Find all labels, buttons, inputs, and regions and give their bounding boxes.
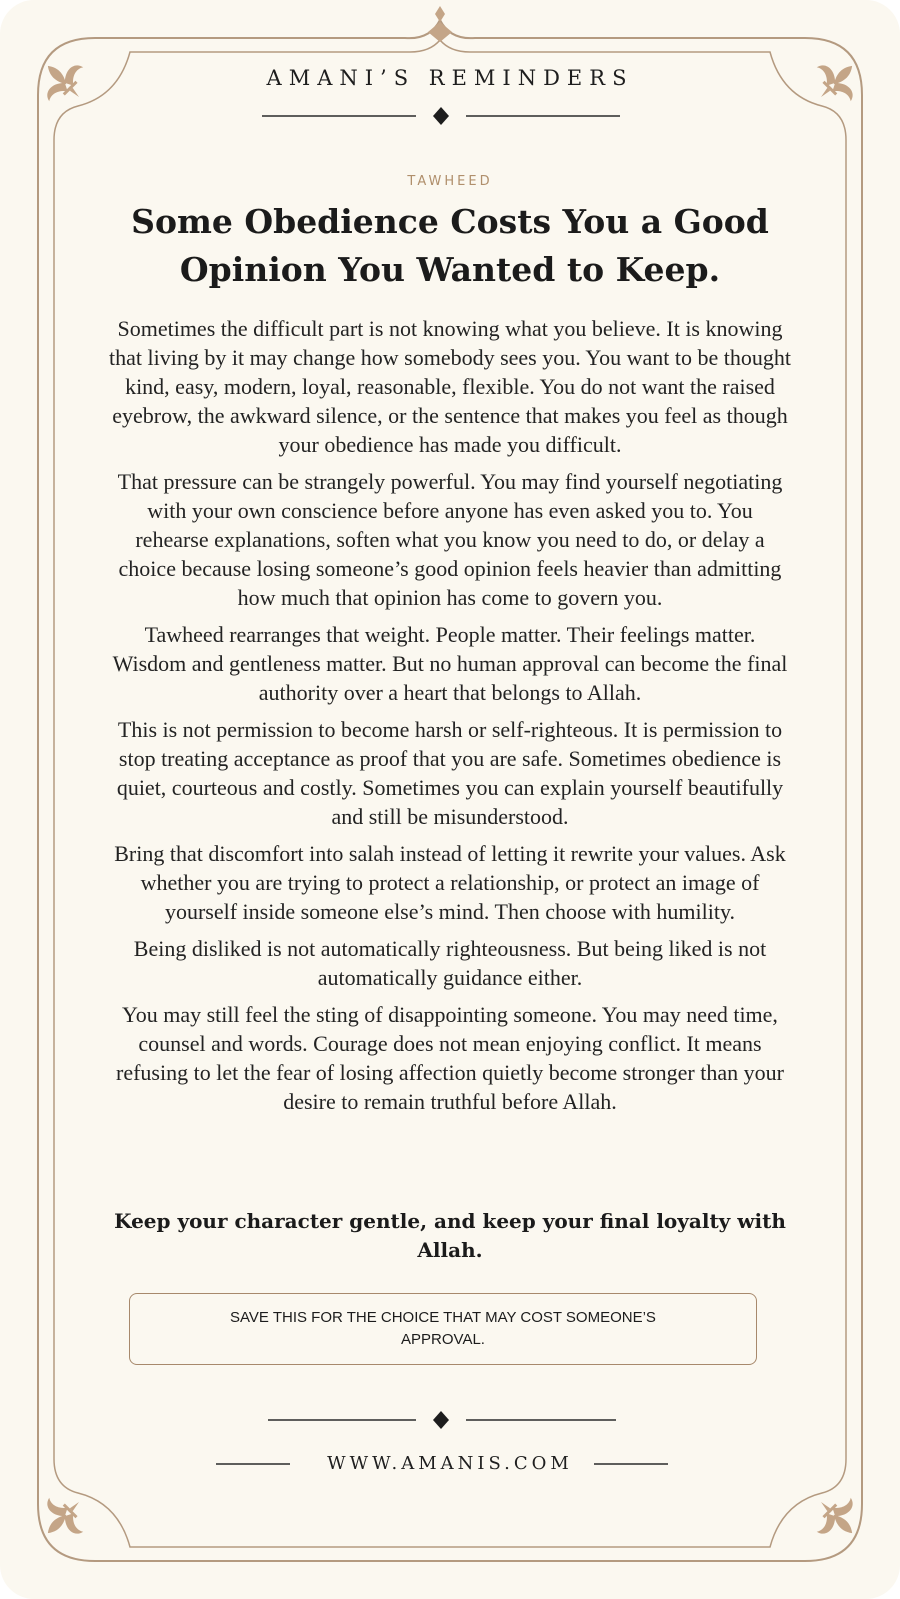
paragraph: Tawheed rearranges that weight. People matter. Their feelings matter. Wisdom and gentleness matter. But no human approval can become the final authority over a heart that belongs to Allah. (112, 622, 788, 705)
paragraph: Sometimes the difficult part is not knowing what you believe. It is knowing that living by it may change how somebody sees you. You want to be thought kind, easy, modern, loyal, reasonable, flexible. You do not want the raised eyebrow, the awkward silence, or the sentence that makes you feel as though your obedience has made you difficult. (109, 316, 791, 457)
top-diamond-ornament (428, 6, 452, 42)
paragraph: Being disliked is not automatically righteousness. But being liked is not automatically guidance either. (133, 936, 767, 990)
paragraph: This is not permission to become harsh or self-righteous. It is permission to stop treating acceptance as proof that you are safe. Sometimes obedience is quiet, courteous and costly. Sometimes you can explain yourself beautifully and still be misunderstood. (116, 717, 784, 829)
paragraph: Bring that discomfort into salah instead of letting it rewrite your values. Ask whether you are trying to protect a relationship, or protect an image of yourself inside someone else’s mind. Then choose with humility. (114, 841, 786, 924)
save-reminder-box (129, 1293, 757, 1365)
paragraph: You may still feel the sting of disappointing someone. You may need time, counsel and words. Courage does not mean enjoying conflict. It means refusing to let the fear of losing affection quietly become stronger than your desire to remain truthful before Allah. (116, 1002, 784, 1114)
paragraph: That pressure can be strangely powerful. You may find yourself negotiating with your own conscience before anyone has even asked you to. You rehearse explanations, soften what you know you need to do, or delay a choice because losing someone’s good opinion feels heavier than admitting how much that opinion has come to govern you. (117, 469, 783, 610)
page-title: Some Obedience Costs You a Good Opinion You Wanted to Keep. (131, 202, 769, 289)
diamond-divider-icon (433, 107, 449, 125)
website-link[interactable]: WWW.AMANIS.COM (327, 1453, 573, 1474)
footer-divider (268, 1411, 616, 1429)
header-divider (262, 107, 620, 125)
save-reminder-text: SAVE THIS FOR THE CHOICE THAT MAY COST SOMEONE’S APPROVAL. (230, 1309, 656, 1348)
category-label: TAWHEED (407, 174, 493, 189)
brand-name: AMANI’S REMINDERS (266, 66, 634, 90)
diamond-divider-icon (433, 1411, 449, 1429)
closing-statement: Keep your character gentle, and keep your final loyalty with Allah. (114, 1209, 786, 1262)
article-body (108, 314, 792, 1124)
